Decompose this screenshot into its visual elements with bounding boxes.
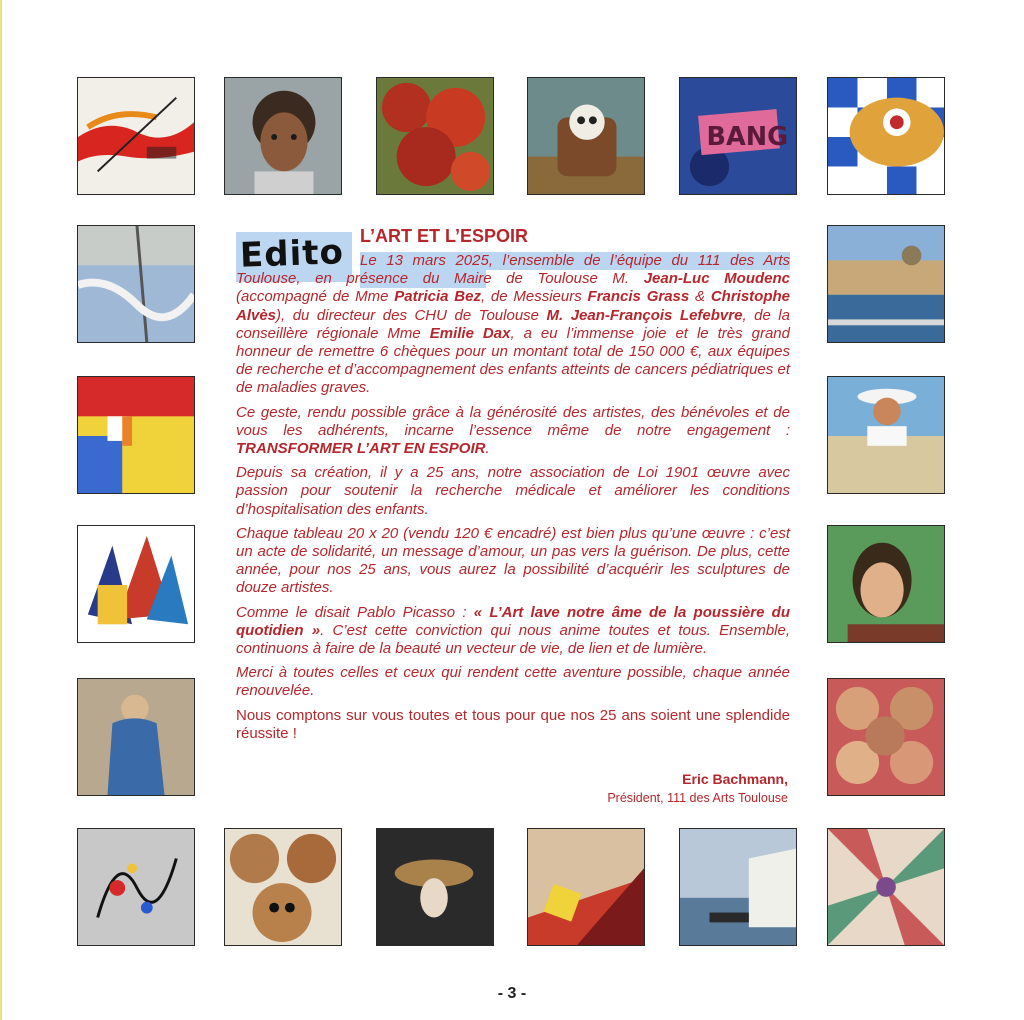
edito-badge: Edito (239, 232, 345, 276)
page-number: - 3 - (497, 985, 527, 1002)
artwork-wire-sculpture (77, 828, 195, 946)
artwork-house-and-car (679, 828, 797, 946)
paragraph-2: Ce geste, rendu possible grâce à la générosité des artistes, des bénévoles et de vous les adhérents, incarne l’essence même de notre engagement : TRANSFORMER L’ART EN ESPOIR. (236, 403, 790, 458)
artwork-child-portrait (224, 77, 342, 195)
paragraph-4: Chaque tableau 20 x 20 (vendu 120 € encadré) est bien plus qu’une œuvre : c’est un acte de solidarité, un message d’amour, un pas vers la guérison. De plus, cette année, pour nos 25 ans, vous aurez la possibilité d’acquérir les sculptures de douze artistes. (236, 524, 790, 597)
signature-role: Président, 111 des Arts Toulouse (607, 791, 788, 805)
edito-body (236, 252, 790, 749)
signature-name: Eric Bachmann, (682, 771, 788, 787)
artwork-red-flowers (376, 77, 494, 195)
artwork-woman-with-hat (376, 828, 494, 946)
artwork-city-skyline (77, 525, 195, 643)
artwork-abstract-red (77, 77, 195, 195)
artwork-faces-crowd (827, 678, 945, 796)
artwork-woman-in-blue (77, 678, 195, 796)
artwork-woman-portrait (827, 525, 945, 643)
edito-title: L’ART ET L’ESPOIR (360, 226, 529, 246)
artwork-kaleidoscope (827, 828, 945, 946)
svg-text:BANG: BANG (706, 121, 789, 152)
artwork-geometric-abstract (527, 828, 645, 946)
artwork-teddy-bears (224, 828, 342, 946)
paragraph-7: Nous comptons sur vous toutes et tous pour que nos 25 ans soient une splendide réussite ! (236, 706, 790, 742)
page-edge (0, 0, 2, 1020)
artwork-red-yellow-abstract (77, 376, 195, 494)
paragraph-6: Merci à toutes celles et ceux qui rendent cette aventure possible, chaque année renouvelée. (236, 664, 790, 700)
artwork-riverside (827, 225, 945, 343)
artwork-blue-abstract (77, 225, 195, 343)
artwork-white-cat (527, 77, 645, 195)
artwork-man-in-hat (827, 376, 945, 494)
paragraph-3: Depuis sa création, il y a 25 ans, notre association de Loi 1901 œuvre avec passion pour soutenir la recherche médicale et améliorer les conditions d’hospitalisation des enfants. (236, 464, 790, 518)
paragraph-5: Comme le disait Pablo Picasso : « L’Art lave notre âme de la poussière du quotidien ». C’est cette conviction qui nous anime toutes et tous. Ensemble, continuons à faire de la beauté un vecteur de vie, de lien et de lumière. (236, 603, 790, 658)
artwork-fish (827, 77, 945, 195)
paragraph-1: Le 13 mars 2025, l’ensemble de l’équipe du 111 des Arts Toulouse, en présence du Maire de Toulouse M. Jean-Luc Moudenc (accompagné de Mme Patricia Bez, de Messieurs Francis Grass & Christophe Alvès), du directeur des CHU de Toulouse M. Jean-François Lefebvre, de la conseillère régionale Mme Emilie Dax, a eu l’immense joie et le très grand honneur de remettre 6 chèques pour un montant total de 150 000 €, aux équipes de recherche et d’accompagnement des enfants atteints de cancers pédiatriques et de maladies graves. (236, 252, 790, 397)
artwork-bang-comic (679, 77, 797, 195)
